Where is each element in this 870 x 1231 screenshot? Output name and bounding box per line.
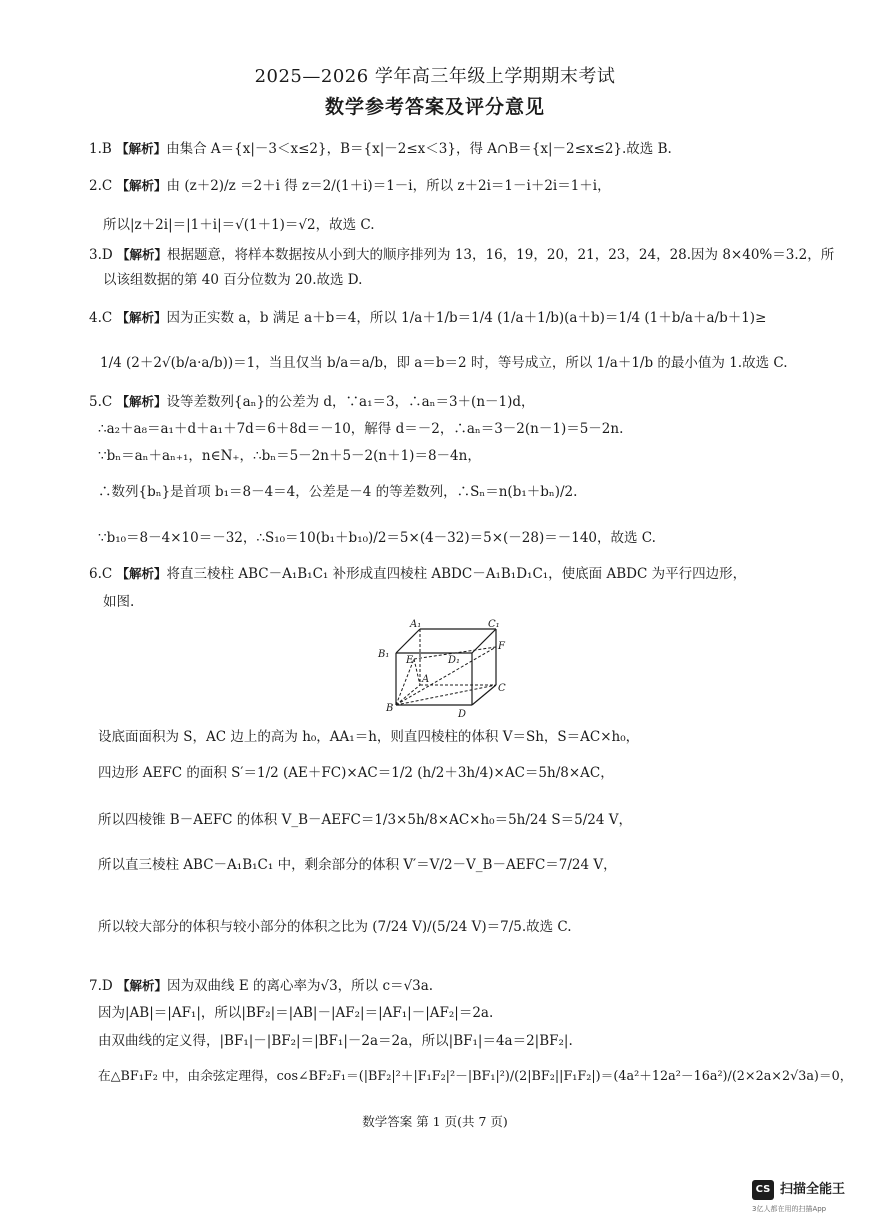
answer-1-line-1 [89,139,672,159]
page-footer: 数学答案 第 1 页(共 7 页) [362,1114,508,1129]
analysis-tag: 【解析】 [117,247,168,262]
answer-6-line-3: 设底面面积为 S，AC 边上的高为 h₀，AA₁＝h，则直四棱柱的体积 V＝Sh，S＝AC×h₀， [98,729,640,745]
label-c: C [498,683,506,694]
answer-3-line-1 [89,245,834,265]
answer-5-line-5: ∵b₁₀＝8－4×10＝－32，∴S₁₀＝10(b₁＋b₁₀)/2＝5×(4－32)＝5×(－28)＝－140，故选 C. [98,530,656,546]
document-subtitle: 数学参考答案及评分意见 [324,96,545,118]
scanner-slogan: 3亿人都在用的扫描App [752,1205,827,1213]
answer-6-line-1 [89,564,746,584]
label-c1: C₁ [488,619,500,630]
answer-6-line-5: 所以四棱锥 B－AEFC 的体积 V_B－AEFC＝1/3×5h/8×AC×h₀＝5h/24 S＝5/24 V， [98,812,632,828]
answer-text: 由集合 A＝{x|－3＜x≤2}，B＝{x|－2≤x＜3}，得 A∩B＝{x|－2≤x≤2}.故选 B. [166,141,672,157]
answer-text: 设等差数列{aₙ}的公差为 d，∵a₁＝3，∴aₙ＝3＋(n－1)d， [166,394,535,410]
answer-6-line-6: 所以直三棱柱 ABC－A₁B₁C₁ 中，剩余部分的体积 V′＝V/2－V_B－AEFC＝7/24 V， [98,857,617,873]
answer-5-line-4: ∴数列{bₙ}是首项 b₁＝8－4＝4，公差是－4 的等差数列，∴Sₙ＝n(b₁＋bₙ)/2. [98,484,578,500]
answer-4-line-1 [89,308,766,328]
answer-text: 因为双曲线 E 的离心率为√3，所以 c＝√3a. [167,978,434,994]
answer-number: 3.D [89,247,113,263]
analysis-tag: 【解析】 [116,566,167,581]
answer-number: 2.C [89,178,113,194]
answer-7-line-4: 在△BF₁F₂ 中，由余弦定理得，cos∠BF₂F₁＝(|BF₂|²＋|F₁F₂|²－|BF₁|²)/(2|BF₂||F₁F₂|)＝(4a²＋12a²－16a²)/(2×2a×2√3a)＝0， [98,1069,853,1084]
answer-number: 6.C [89,566,113,582]
answer-2-line-2: 所以|z＋2i|＝|1＋i|＝√(1＋1)＝√2，故选 C. [103,217,375,233]
scanner-name: 扫描全能王 [780,1182,846,1197]
answer-4-line-2: 1/4 (2＋2√(b/a·a/b))＝1，当且仅当 b/a＝a/b，即 a＝b＝2 时，等号成立，所以 1/a＋1/b 的最小值为 1.故选 C. [100,355,788,371]
answer-text: 根据题意，将样本数据按从小到大的顺序排列为 13，16，19，20，21，23，24，28.因为 8×40%＝3.2，所 [167,247,835,263]
exam-title: 2025—2026 学年高三年级上学期期末考试 [254,66,616,87]
analysis-tag: 【解析】 [116,310,167,325]
answer-3-line-2: 以该组数据的第 40 百分位数为 20.故选 D. [103,272,363,288]
answer-7-line-2: 因为|AB|＝|AF₁|，所以|BF₂|＝|AB|－|AF₂|＝|AF₁|－|AF₂|＝2a. [98,1005,494,1021]
answer-text: 由 (z＋2)/z ＝2＋i 得 z＝2/(1＋i)＝1－i，所以 z＋2i＝1－i＋2i＝1＋i， [166,178,611,194]
answer-text: 因为正实数 a，b 满足 a＋b＝4，所以 1/a＋1/b＝1/4 (1/a＋1/b)(a＋b)＝1/4 (1＋b/a＋a/b＋1)≥ [166,310,767,326]
answer-5-line-2: ∴a₂＋a₈＝a₁＋d＋a₁＋7d＝6＋8d＝－10，解得 d＝－2，∴aₙ＝3－2(n－1)＝5－2n. [98,421,624,437]
answer-number: 1.B [89,141,112,157]
answer-6-line-7: 所以较大部分的体积与较小部分的体积之比为 (7/24 V)/(5/24 V)＝7/5.故选 C. [98,919,572,935]
label-d: D [458,709,467,720]
answer-number: 4.C [89,310,113,326]
label-a1: A₁ [410,619,422,630]
answer-text: 将直三棱柱 ABC－A₁B₁C₁ 补形成直四棱柱 ABDC－A₁B₁D₁C₁，使底面 ABDC 为平行四边形， [166,566,747,582]
label-d1: D₁ [448,655,461,666]
answer-6-line-2: 如图. [103,594,135,610]
answer-7-line-1 [89,976,433,996]
label-e: E [406,655,414,666]
answer-5-line-1 [89,392,535,412]
label-b: B [386,703,394,714]
answer-number: 5.C [89,394,113,410]
scanner-watermark [752,1180,862,1220]
label-f: F [498,641,505,652]
answer-number: 7.D [89,978,113,994]
label-b1: B₁ [378,649,390,660]
answer-7-line-3: 由双曲线的定义得，|BF₁|－|BF₂|＝|BF₁|－2a＝2a，所以|BF₁|＝4a＝2|BF₂|. [98,1033,573,1049]
analysis-tag: 【解析】 [117,978,168,993]
answer-6-line-4: 四边形 AEFC 的面积 S′＝1/2 (AE＋FC)×AC＝1/2 (h/2＋3h/4)×AC＝5h/8×AC， [98,765,614,781]
analysis-tag: 【解析】 [116,394,167,409]
scanner-logo-icon: CS [752,1180,774,1200]
analysis-tag: 【解析】 [116,178,167,193]
label-a: A [422,674,430,685]
analysis-tag: 【解析】 [116,141,167,156]
answer-5-line-3: ∵bₙ＝aₙ＋aₙ₊₁，n∈N₊，∴bₙ＝5－2n＋5－2(n＋1)＝8－4n， [98,448,481,464]
prism-figure [372,617,512,721]
answer-2-line-1 [89,176,611,196]
